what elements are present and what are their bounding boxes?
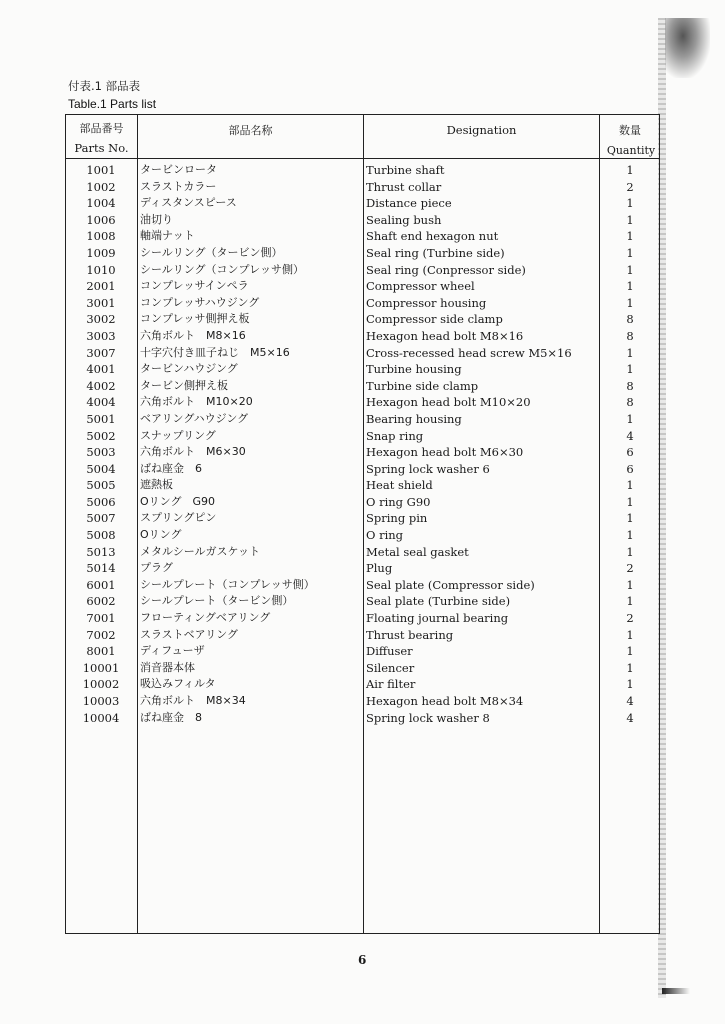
designation-cell: O ring G90	[366, 494, 431, 509]
part-number-cell: 5008	[86, 528, 116, 543]
part-number-cell: 6001	[86, 577, 116, 592]
header-parts-no-jp: 部品番号	[79, 122, 124, 135]
header-quantity-jp: 数量	[619, 124, 641, 137]
designation-cell: Cross-recessed head screw M5×16	[366, 345, 572, 360]
part-number-cell: 3003	[86, 328, 116, 343]
japanese-name-cell: 十字穴付き皿子ねじ M5×16	[140, 345, 290, 359]
part-number-cell: 4002	[86, 378, 116, 393]
table-row	[66, 394, 659, 411]
japanese-name-cell: プラグ	[140, 561, 173, 575]
part-number-cell: 5006	[86, 494, 116, 509]
part-number-cell: 10002	[82, 677, 120, 692]
quantity-cell: 1	[626, 196, 634, 211]
part-number-cell: 1001	[86, 163, 116, 177]
parts-list-table	[65, 114, 660, 934]
japanese-name-cell: スプリングピン	[140, 511, 217, 525]
part-number-cell: 1008	[86, 229, 116, 244]
quantity-cell: 2	[626, 611, 634, 626]
table-row	[66, 212, 659, 229]
header-divider	[66, 158, 659, 159]
designation-cell: Thrust collar	[366, 179, 442, 194]
designation-cell: Bearing housing	[366, 411, 462, 426]
designation-cell: Metal seal gasket	[366, 544, 469, 559]
japanese-name-cell: 六角ボルト M10×20	[140, 395, 253, 409]
table-row	[66, 643, 659, 660]
table-row	[66, 262, 659, 279]
quantity-cell: 2	[626, 561, 634, 576]
quantity-cell: 6	[626, 445, 634, 460]
table-row	[66, 345, 659, 362]
table-row	[66, 527, 659, 544]
header-name-jp: 部品名称	[228, 124, 273, 137]
quantity-cell: 8	[626, 378, 634, 393]
table-row	[66, 228, 659, 245]
designation-cell: Seal ring (Turbine side)	[366, 245, 505, 260]
designation-cell: Snap ring	[366, 428, 424, 443]
part-number-cell: 5004	[86, 461, 116, 476]
designation-cell: Silencer	[366, 660, 415, 675]
japanese-name-cell: メタルシールガスケット	[140, 544, 260, 558]
quantity-cell: 2	[626, 179, 634, 194]
designation-cell: Seal plate (Compressor side)	[366, 577, 535, 592]
table-row	[66, 461, 659, 478]
table-row	[66, 693, 659, 710]
part-number-cell: 6002	[86, 594, 116, 609]
quantity-cell: 8	[626, 328, 634, 343]
quantity-cell: 1	[626, 660, 634, 675]
quantity-cell: 1	[626, 528, 634, 543]
table-row	[66, 544, 659, 561]
quantity-cell: 1	[626, 627, 634, 642]
designation-cell: Distance piece	[366, 196, 452, 211]
page-number: 6	[358, 953, 367, 967]
japanese-name-cell: コンプレッサ側押え板	[140, 312, 250, 326]
japanese-name-cell: シールプレート（タービン側）	[140, 594, 294, 608]
part-number-cell: 3002	[86, 312, 116, 327]
table-row	[66, 444, 659, 461]
table-row	[66, 477, 659, 494]
table-row	[66, 278, 659, 295]
table-row	[66, 676, 659, 693]
japanese-name-cell: ばね座金 6	[140, 461, 202, 475]
table-row	[66, 311, 659, 328]
quantity-cell: 1	[626, 345, 634, 360]
quantity-cell: 1	[626, 262, 634, 277]
quantity-cell: 1	[626, 478, 634, 493]
quantity-cell: 4	[626, 710, 634, 725]
table-row	[66, 428, 659, 445]
japanese-name-cell: 遮熱板	[140, 478, 173, 492]
part-number-cell: 1002	[86, 179, 116, 194]
table-row	[66, 710, 659, 727]
quantity-cell: 1	[626, 212, 634, 227]
quantity-cell: 1	[626, 511, 634, 526]
designation-cell: Hexagon head bolt M6×30	[366, 445, 524, 460]
japanese-name-cell: 軸端ナット	[140, 229, 195, 243]
designation-cell: Thrust bearing	[366, 627, 454, 642]
table-row	[66, 494, 659, 511]
japanese-name-cell: 六角ボルト M6×30	[140, 445, 246, 459]
designation-cell: Turbine side clamp	[366, 378, 479, 393]
table-row	[66, 245, 659, 262]
table-row	[66, 295, 659, 312]
part-number-cell: 7001	[86, 611, 116, 626]
table-row	[66, 162, 659, 179]
japanese-name-cell: シールリング（コンプレッサ側）	[140, 262, 305, 276]
japanese-name-cell: 消音器本体	[140, 660, 195, 674]
part-number-cell: 7002	[86, 627, 116, 642]
quantity-cell: 8	[626, 395, 634, 410]
part-number-cell: 5014	[86, 561, 116, 576]
designation-cell: Compressor side clamp	[366, 312, 503, 327]
table-row	[66, 510, 659, 527]
japanese-name-cell: スラストベアリング	[140, 627, 239, 641]
japanese-name-cell: タービン側押え板	[140, 378, 228, 392]
japanese-name-cell: タービンロータ	[140, 163, 217, 176]
japanese-name-cell: ベアリングハウジング	[140, 411, 249, 425]
designation-cell: Hexagon head bolt M10×20	[366, 395, 531, 410]
japanese-name-cell: 油切り	[140, 212, 173, 226]
designation-cell: Heat shield	[366, 478, 433, 493]
quantity-cell: 1	[626, 229, 634, 244]
quantity-cell: 1	[626, 594, 634, 609]
part-number-cell: 5013	[86, 544, 116, 559]
designation-cell: Spring lock washer 8	[366, 710, 490, 725]
table-row	[66, 179, 659, 196]
designation-cell: Hexagon head bolt M8×16	[366, 328, 524, 343]
designation-cell: O ring	[366, 528, 404, 543]
scan-blot-artifact	[665, 18, 710, 78]
quantity-cell: 1	[626, 295, 634, 310]
japanese-name-cell: Oリング G90	[140, 494, 215, 508]
quantity-cell: 1	[626, 644, 634, 659]
japanese-name-cell: 六角ボルト M8×34	[140, 694, 246, 707]
japanese-name-cell: 六角ボルト M8×16	[140, 328, 246, 342]
part-number-cell: 10003	[82, 694, 120, 708]
part-number-cell: 4004	[86, 395, 116, 410]
designation-cell: Seal ring (Conpressor side)	[366, 262, 526, 277]
part-number-cell: 5003	[86, 445, 116, 460]
designation-cell: Compressor housing	[366, 295, 487, 310]
part-number-cell: 2001	[86, 279, 116, 294]
part-number-cell: 10001	[82, 660, 120, 675]
header-designation: Designation	[446, 123, 517, 137]
japanese-name-cell: コンプレッサハウジング	[140, 295, 260, 309]
quantity-cell: 6	[626, 461, 634, 476]
part-number-cell: 10004	[82, 710, 120, 725]
japanese-name-cell: 吸込みフィルタ	[140, 677, 216, 691]
japanese-name-cell: スナップリング	[140, 428, 216, 442]
designation-cell: Compressor wheel	[366, 279, 475, 294]
designation-cell: Sealing bush	[366, 212, 442, 227]
table-row	[66, 560, 659, 577]
designation-cell: Diffuser	[366, 644, 413, 659]
part-number-cell: 5005	[86, 478, 116, 493]
quantity-cell: 1	[626, 411, 634, 426]
part-number-cell: 1006	[86, 212, 116, 227]
designation-cell: Hexagon head bolt M8×34	[366, 694, 524, 708]
quantity-cell: 4	[626, 694, 634, 708]
designation-cell: Seal plate (Turbine side)	[366, 594, 511, 609]
designation-cell: Turbine housing	[366, 362, 462, 377]
japanese-name-cell: フローティングベアリング	[140, 611, 271, 625]
part-number-cell: 5001	[86, 411, 116, 426]
caption-japanese: 付表.1 部品表	[68, 79, 141, 93]
part-number-cell: 5002	[86, 428, 116, 443]
table-row	[66, 328, 659, 345]
part-number-cell: 3007	[86, 345, 116, 360]
designation-cell: Shaft end hexagon nut	[366, 229, 499, 244]
quantity-cell: 1	[626, 577, 634, 592]
part-number-cell: 8001	[86, 644, 116, 659]
quantity-cell: 1	[626, 279, 634, 294]
japanese-name-cell: スラストカラー	[140, 179, 217, 193]
part-number-cell: 3001	[86, 295, 116, 310]
table-body	[66, 162, 659, 726]
table-row	[66, 411, 659, 428]
designation-cell: Spring lock washer 6	[366, 461, 490, 476]
table-row	[66, 593, 659, 610]
part-number-cell: 4001	[86, 362, 116, 377]
quantity-cell: 1	[626, 544, 634, 559]
table-row	[66, 577, 659, 594]
designation-cell: Plug	[366, 561, 393, 576]
quantity-cell: 1	[626, 362, 634, 377]
table-row	[66, 378, 659, 395]
part-number-cell: 1004	[86, 196, 116, 211]
table-row	[66, 627, 659, 644]
japanese-name-cell: コンプレッサインペラ	[140, 279, 249, 293]
header-parts-no-en: Parts No.	[74, 141, 129, 155]
quantity-cell: 1	[626, 494, 634, 509]
quantity-cell: 1	[626, 245, 634, 260]
japanese-name-cell: ディフューザ	[140, 644, 205, 658]
caption-english: Table.1 Parts list	[68, 97, 157, 111]
table-row	[66, 195, 659, 212]
japanese-name-cell: ディスタンスピース	[140, 196, 237, 210]
part-number-cell: 1010	[86, 262, 116, 277]
table-row	[66, 610, 659, 627]
japanese-name-cell: シールプレート（コンプレッサ側）	[140, 577, 315, 591]
quantity-cell: 4	[626, 428, 634, 443]
japanese-name-cell: ばね座金 8	[140, 710, 202, 724]
japanese-name-cell: Oリング	[140, 528, 182, 542]
part-number-cell: 5007	[86, 511, 116, 526]
designation-cell: Turbine shaft	[366, 163, 445, 177]
table-row	[66, 660, 659, 677]
designation-cell: Air filter	[366, 677, 416, 692]
quantity-cell: 1	[626, 163, 634, 177]
quantity-cell: 8	[626, 312, 634, 327]
header-quantity-en: Quantity	[606, 144, 656, 157]
japanese-name-cell: タービンハウジング	[140, 362, 238, 376]
table-row	[66, 361, 659, 378]
quantity-cell: 1	[626, 677, 634, 692]
designation-cell: Floating journal bearing	[366, 611, 509, 626]
japanese-name-cell: シールリング（タービン側）	[140, 245, 283, 259]
designation-cell: Spring pin	[366, 511, 428, 526]
scan-corner-artifact	[662, 988, 690, 994]
part-number-cell: 1009	[86, 245, 116, 260]
